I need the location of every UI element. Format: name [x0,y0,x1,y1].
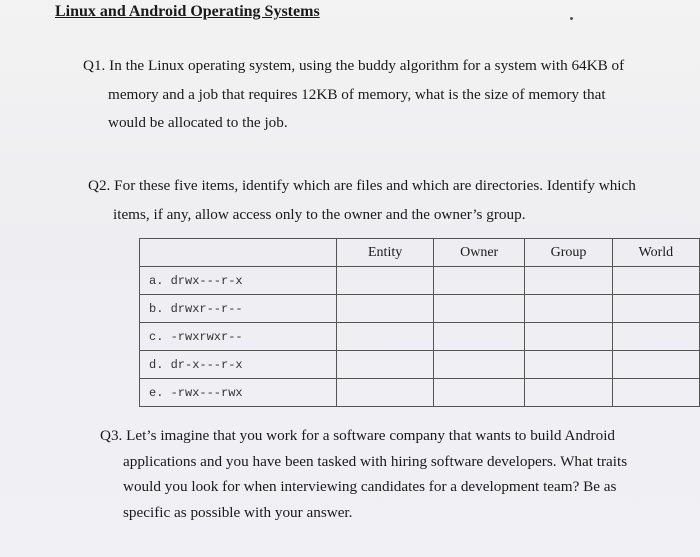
entity-cell[interactable] [337,295,434,323]
item-label: d. dr-x---r-x [140,351,337,379]
question-3-line: specific as possible with your answer. [123,503,353,521]
group-cell[interactable] [525,323,612,351]
question-1-line: Q1. In the Linux operating system, using the buddy algorithm for a system with 64KB of [83,57,625,74]
header-world: World [612,239,699,267]
table-row [140,267,700,295]
question-3 [100,423,627,525]
item-label: e. -rwx---rwx [140,379,337,407]
item-label: c. -rwxrwxr-- [140,323,337,351]
stray-dot [570,17,573,20]
owner-cell[interactable] [434,379,525,407]
table-row [140,379,700,407]
world-cell[interactable] [612,323,699,351]
group-cell[interactable] [525,351,612,379]
question-1 [83,52,624,138]
group-cell[interactable] [525,295,612,323]
question-2 [88,172,636,229]
question-2-line: items, if any, allow access only to the owner and the owner’s group. [113,205,526,223]
header-group: Group [525,239,612,267]
entity-cell[interactable] [337,351,434,379]
world-cell[interactable] [612,267,699,295]
question-1-line: would be allocated to the job. [108,114,288,131]
document-title: Linux and Android Operating Systems [55,3,320,20]
entity-cell[interactable] [337,379,434,407]
owner-cell[interactable] [434,267,525,295]
entity-cell[interactable] [337,323,434,351]
table-header-row [140,239,700,267]
table-row [140,323,700,351]
header-blank [140,239,337,267]
world-cell[interactable] [612,379,699,407]
entity-cell[interactable] [337,267,434,295]
item-label: b. drwxr--r-- [140,295,337,323]
table-row [140,295,700,323]
owner-cell[interactable] [434,295,525,323]
group-cell[interactable] [525,267,612,295]
question-2-line: Q2. For these five items, identify which are files and which are directories. Identify which [88,177,636,194]
header-entity: Entity [337,239,434,267]
table-row [140,351,700,379]
header-owner: Owner [434,239,525,267]
owner-cell[interactable] [434,351,525,379]
world-cell[interactable] [612,295,699,323]
owner-cell[interactable] [434,323,525,351]
group-cell[interactable] [525,379,612,407]
question-3-line: applications and you have been tasked with hiring software developers. What traits [123,452,628,470]
permissions-table [139,238,700,407]
question-3-line: Q3. Let’s imagine that you work for a software company that wants to build Android [100,427,616,444]
item-label: a. drwx---r-x [140,267,337,295]
world-cell[interactable] [612,351,699,379]
question-3-line: would you look for when interviewing candidates for a development team? Be as [123,478,617,495]
question-1-line: memory and a job that requires 12KB of memory, what is the size of memory that [108,85,606,103]
